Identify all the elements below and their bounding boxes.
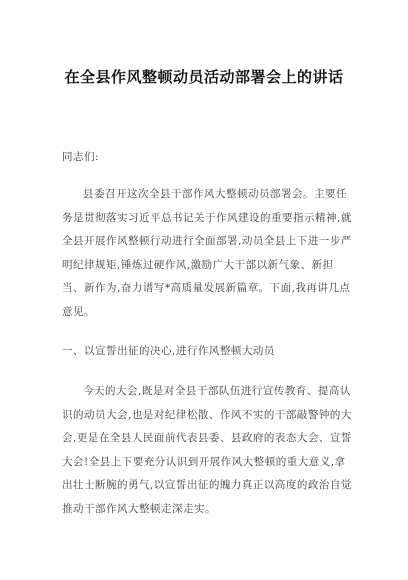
document-title: 在全县作风整顿动员活动部署会上的讲话 bbox=[64, 68, 344, 86]
section-heading-1: 一、以宣誓出征的决心,进行作风整顿大动员 bbox=[62, 345, 275, 357]
paragraph-intro: 县委召开这次全县干部作风大整顿动员部署会。主要任务是贯彻落实习近平总书记关于作风建设的重要指示精神,就全县开展作风整顿行动进行全面部署,动员全县上下进一步严明纪律规矩,锤炼过硬作风,激励广大干部以新气象、新担当、新作为,奋力谱写*高质量发展新篇章。下面,我再讲几点意见。 bbox=[62, 188, 352, 318]
paragraph-section-1: 今天的大会,既是对全县干部队伍进行宣传教育、提高认识的动员大会,也是对纪律松散、作风不实的干部敲警钟的大会,更是在全县人民面前代表县委、县政府的表态大会、宣誓大会!全县上下要充分认识到开展作风大整顿的重大意义,拿出壮士断腕的勇气,以宣誓出征的魄力真正以高度的政治自觉推动干部作风大整顿走深走实。 bbox=[62, 385, 352, 515]
salutation: 同志们: bbox=[62, 151, 100, 163]
